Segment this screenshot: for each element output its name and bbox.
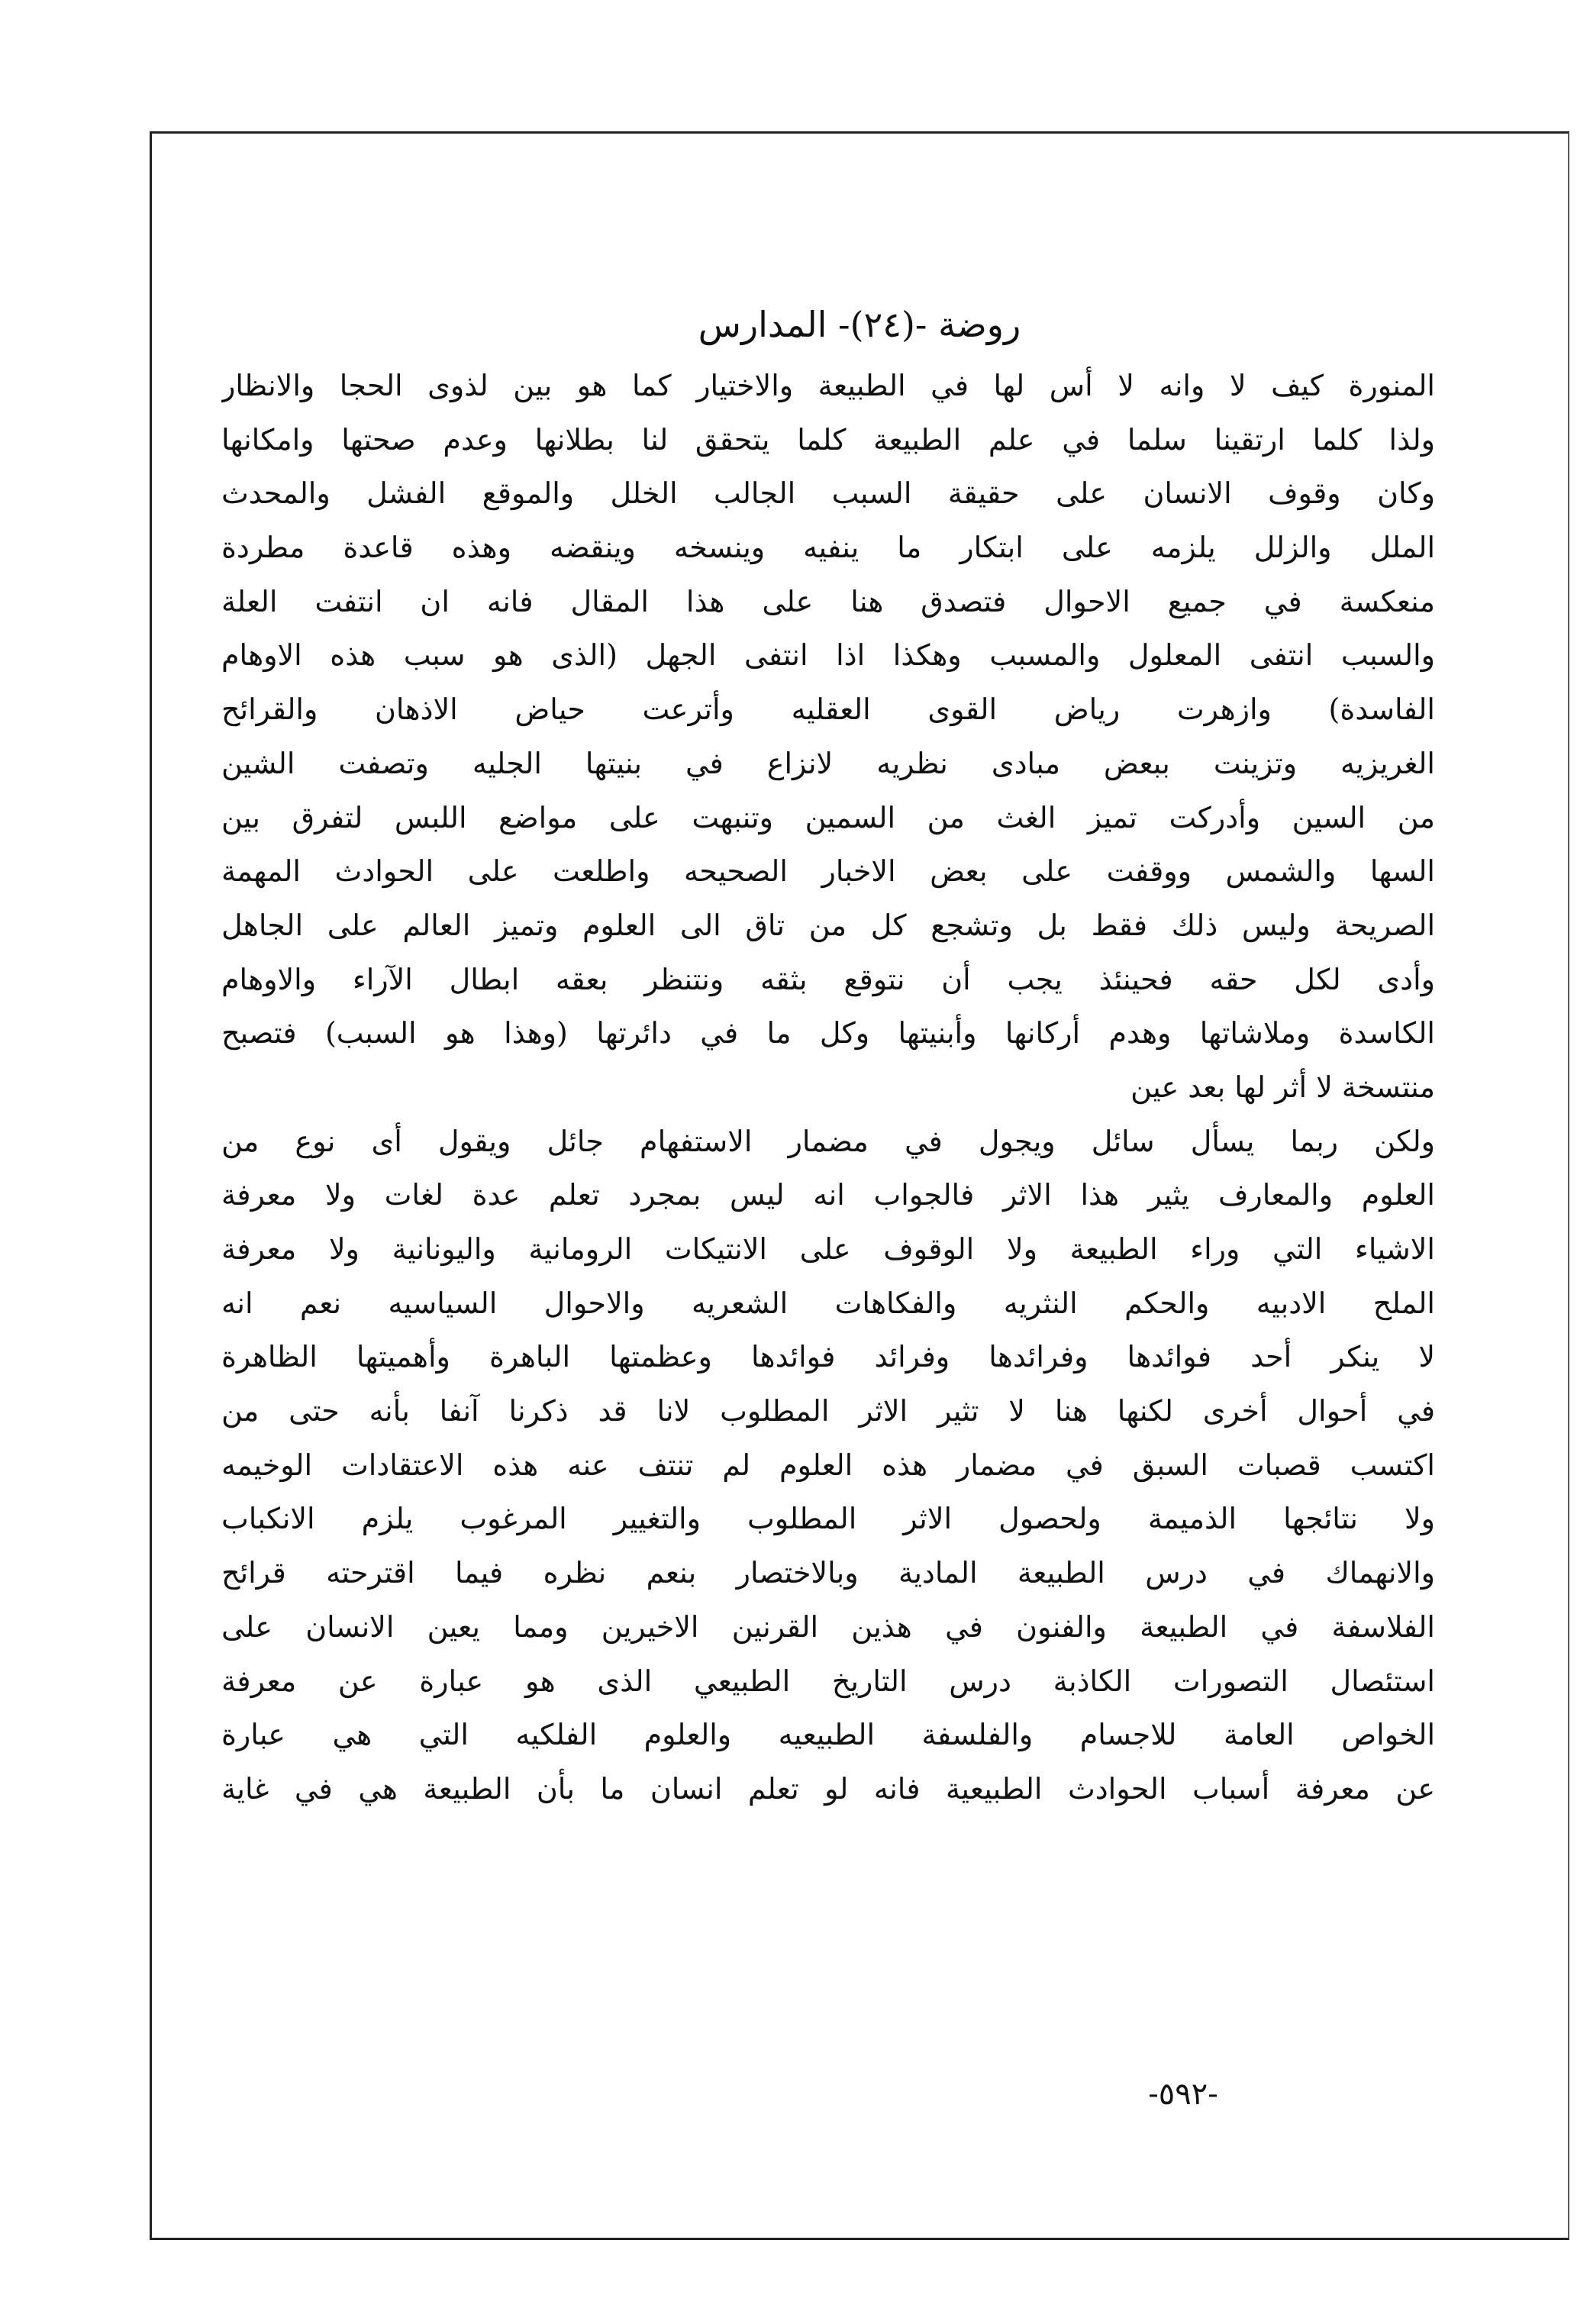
text-line: العلوم والمعارف يثير هذا الاثر فالجواب انه ليس بمجرد تعلم عدة لغات ولا معرفة — [221, 1178, 1435, 1212]
text-line: والانهماك في درس الطبيعة المادية وبالاختصار بنعم نظره فيما اقترحته قرائح — [221, 1556, 1435, 1590]
text-line: الملح الادبيه والحكم النثريه والفكاهات الشعريه والاحوال السياسيه نعم انه — [221, 1286, 1435, 1320]
page-number: -٥٩٢- — [1148, 2077, 1218, 2112]
text-line: وكان وقوف الانسان على حقيقة السبب الجالب الخلل والموقع الفشل والمحدث — [221, 476, 1435, 511]
text-line: ولا نتائجها الذميمة ولحصول الاثر المطلوب والتغيير المرغوب يلزم الانكباب — [221, 1502, 1435, 1536]
text-line: في أحوال أخرى لكنها هنا لا تثير الاثر المطلوب لانا قد ذكرنا آنفا بأنه حتى من — [221, 1394, 1435, 1428]
text-line: لا ينكر أحد فوائدها وفرائدها وفرائد فوائدها وعظمتها الباهرة وأهميتها الظاهرة — [221, 1340, 1435, 1374]
body-text — [221, 359, 1435, 1816]
text-line: الكاسدة وملاشاتها وهدم أركانها وأبنيتها وكل ما في دائرتها (وهذا هو السبب) فتصبح — [221, 1016, 1435, 1051]
text-line: الفلاسفة في الطبيعة والفنون في هذين القرنين الاخيرين ومما يعين الانسان على — [221, 1609, 1435, 1644]
text-line: الصريحة وليس ذلك فقط بل وتشجع كل من تاق الى العلوم وتميز العالم على الجاهل — [221, 908, 1435, 942]
text-line: الملل والزلل يلزمه على ابتكار ما ينفيه وينسخه وينقضه وهذه قاعدة مطردة — [221, 531, 1435, 565]
text-line: الفاسدة) وازهرت رياض القوى العقليه وأترعت حياض الاذهان والقرائح — [221, 692, 1435, 727]
text-line: استئصال التصورات الكاذبة درس التاريخ الطبيعي الذى هو عبارة عن معرفة — [221, 1664, 1435, 1698]
text-line: الخواص العامة للاجسام والفلسفة الطبيعيه والعلوم الفلكيه التي هي عبارة — [221, 1718, 1435, 1752]
text-line: وأدى لكل حقه فحينئذ يجب أن نتوقع بثقه ونتنظر بعقه ابطال الآراء والاوهام — [221, 962, 1435, 996]
text-line: ولذا كلما ارتقينا سلما في علم الطبيعة كلما يتحقق لنا بطلانها وعدم صحتها وامكانها — [221, 422, 1435, 457]
text-line: اكتسب قصبات السبق في مضمار هذه العلوم لم تنتف عنه هذه الاعتقادات الوخيمه — [221, 1448, 1435, 1482]
running-header: روضة -(٢٤)- المدارس — [698, 304, 1021, 345]
text-line: الغريزيه وتزينت ببعض مبادى نظريه لانزاع في بنيتها الجليه وتصفت الشين — [221, 746, 1435, 780]
text-line: والسبب انتفى المعلول والمسبب وهكذا اذا انتفى الجهل (الذى هو سبب هذه الاوهام — [221, 638, 1435, 673]
text-line: منعكسة في جميع الاحوال فتصدق هنا على هذا المقال فانه ان انتفت العلة — [221, 584, 1435, 618]
text-line: عن معرفة أسباب الحوادث الطبيعية فانه لو تعلم انسان ما بأن الطبيعة هي في غاية — [221, 1771, 1435, 1806]
text-line: السها والشمس ووقفت على بعض الاخبار الصحيحه واطلعت على الحوادث المهمة — [221, 854, 1435, 889]
text-line: الاشياء التي وراء الطبيعة ولا الوقوف على الانتيكات الرومانية واليونانية ولا معرفة — [221, 1232, 1435, 1266]
text-line: المنورة كيف لا وانه لا أس لها في الطبيعة والاختيار كما هو بين لذوى الحجا والانظار — [221, 369, 1435, 402]
text-line: ولكن ربما يسأل سائل ويجول في مضمار الاستفهام جائل ويقول أى نوع من — [221, 1124, 1435, 1158]
text-line: من السين وأدركت تميز الغث من السمين وتنبهت على مواضع اللبس لتفرق بين — [221, 800, 1435, 834]
text-line: منتسخة لا أثر لها بعد عين — [1130, 1070, 1435, 1104]
